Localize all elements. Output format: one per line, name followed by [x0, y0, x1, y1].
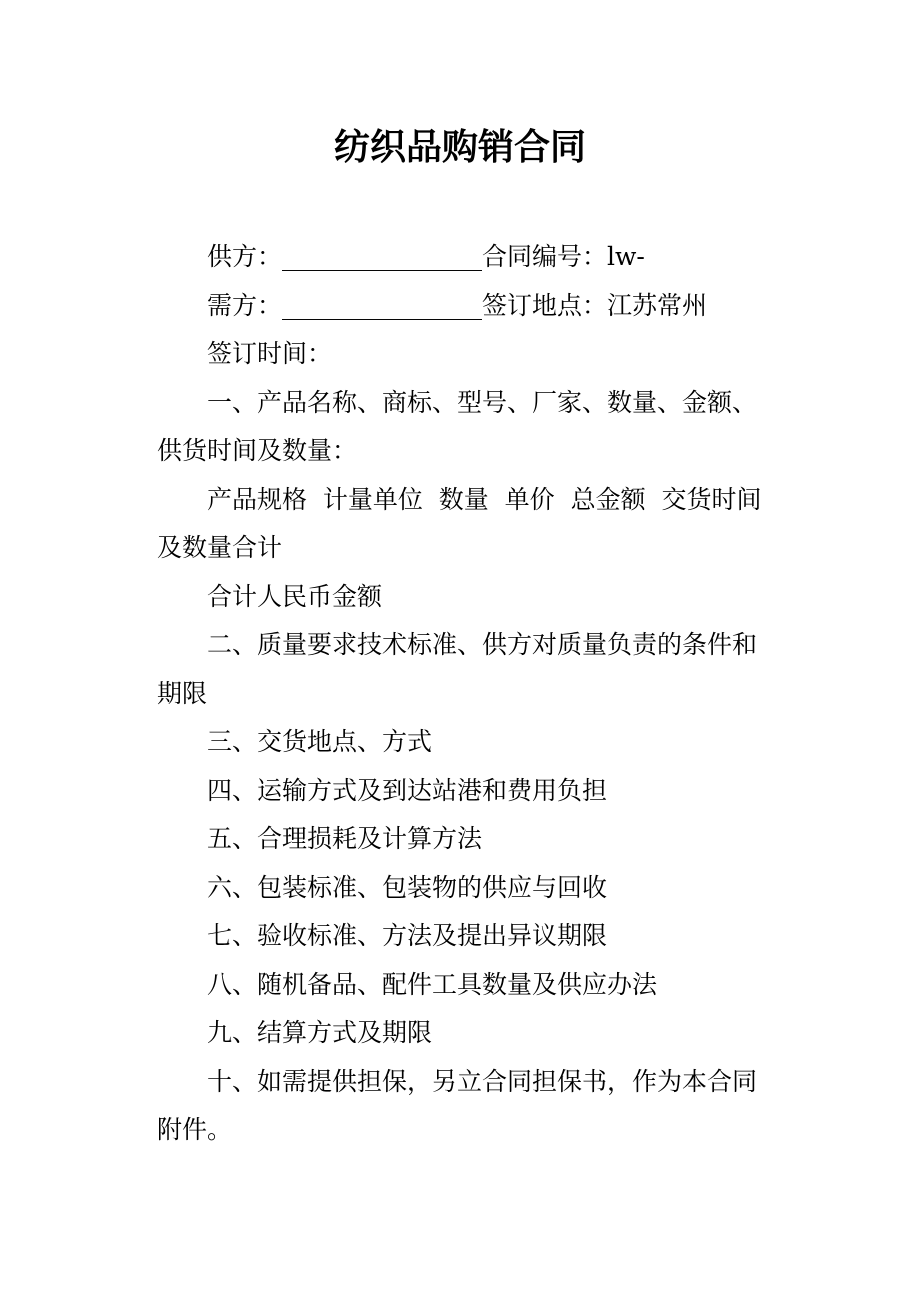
paragraph-14-line-1: 九、结算方式及期限 — [207, 1018, 433, 1047]
paragraph-9-line-1: 四、运输方式及到达站港和费用负担 — [207, 775, 608, 805]
paragraph-1-line-1: 供方：________________合同编号：lw- — [207, 242, 645, 271]
paragraph-13-line-1: 八、随机备品、配件工具数量及供应办法 — [207, 969, 658, 999]
document-title: 纺织品购销合同 — [333, 126, 586, 168]
paragraph-4-line-1: 一、产品名称、商标、型号、厂家、数量、金额、 — [207, 387, 758, 417]
paragraph-4-line-2: 供货时间及数量： — [157, 436, 358, 465]
paragraph-5-line-1: 产品规格 计量单位 数量 单价 总金额 交货时间 — [207, 484, 762, 514]
document-body — [157, 233, 762, 1155]
paragraph-12-line-1: 七、验收标准、方法及提出异议期限 — [207, 921, 608, 950]
paragraph-5-line-2: 及数量合计 — [157, 533, 283, 562]
paragraph-10-line-1: 五、合理损耗及计算方法 — [207, 824, 483, 853]
paragraph-11-line-1: 六、包装标准、包装物的供应与回收 — [207, 872, 608, 902]
paragraph-6-line-1: 合计人民币金额 — [207, 581, 383, 611]
paragraph-7-line-2: 期限 — [157, 678, 208, 708]
paragraph-2-line-1: 需方：________________签订地点：江苏常州 — [207, 290, 708, 320]
paragraph-7-line-1: 二、质量要求技术标准、供方对质量负责的条件和 — [207, 630, 758, 659]
paragraph-8-line-1: 三、交货地点、方式 — [207, 727, 433, 756]
paragraph-15-line-1: 十、如需提供担保，另立合同担保书，作为本合同 — [207, 1066, 758, 1096]
paragraph-15-line-2: 附件。 — [157, 1115, 233, 1144]
paragraph-3-line-1: 签订时间： — [207, 339, 333, 368]
